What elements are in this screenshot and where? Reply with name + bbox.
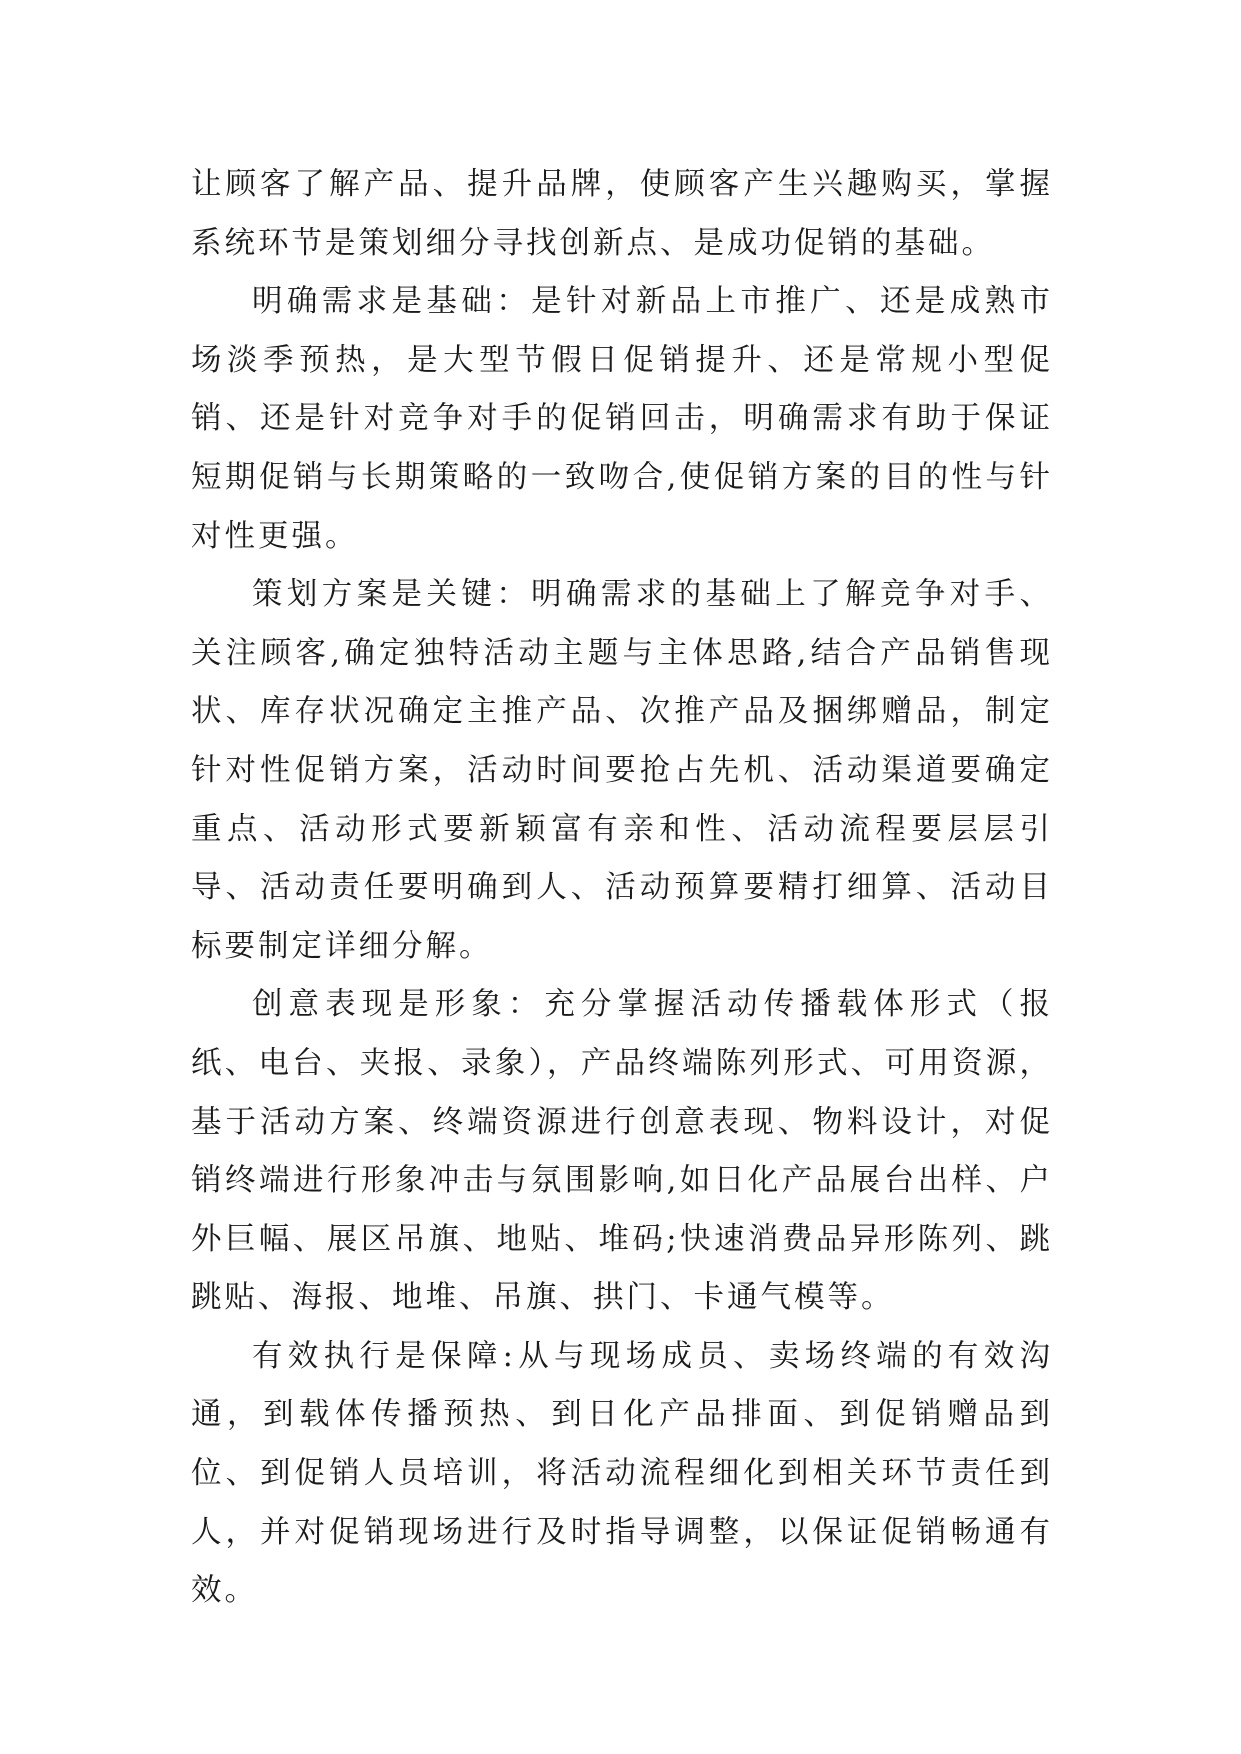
body-text (191, 156, 1053, 1621)
paragraph-continuation: 让顾客了解产品、提升品牌，使顾客产生兴趣购买，掌握系统环节是策划细分寻找创新点、是成功促销的基础。 (191, 167, 1053, 261)
paragraph-creative: 创意表现是形象：充分掌握活动传播载体形式（报纸、电台、夹报、录象），产品终端陈列形式、可用资源，基于活动方案、终端资源进行创意表现、物料设计，对促销终端进行形象冲击与氛围影响,如日化产品展台出样、户外巨幅、展区吊旗、地贴、堆码;快速消费品异形陈列、跳跳贴、海报、地堆、吊旗、拱门、卡通气模等。 (191, 987, 1053, 1316)
paragraph-planning: 策划方案是关键：明确需求的基础上了解竞争对手、关注顾客,确定独特活动主题与主体思路,结合产品销售现状、库存状况确定主推产品、次推产品及捆绑赠品，制定针对性促销方案，活动时间要抢占先机、活动渠道要确定重点、活动形式要新颖富有亲和性、活动流程要层层引导、活动责任要明确到人、活动预算要精打细算、活动目标要制定详细分解。 (191, 577, 1053, 964)
paragraph-execution: 有效执行是保障:从与现场成员、卖场终端的有效沟通，到载体传播预热、到日化产品排面、到促销赠品到位、到促销人员培训，将活动流程细化到相关环节责任到人，并对促销现场进行及时指导调整，以保证促销畅通有效。 (191, 1338, 1053, 1609)
paragraph-clear-needs: 明确需求是基础：是针对新品上市推广、还是成熟市场淡季预热，是大型节假日促销提升、还是常规小型促销、还是针对竞争对手的促销回击，明确需求有助于保证短期促销与长期策略的一致吻合,使促销方案的目的性与针对性更强。 (191, 284, 1053, 554)
